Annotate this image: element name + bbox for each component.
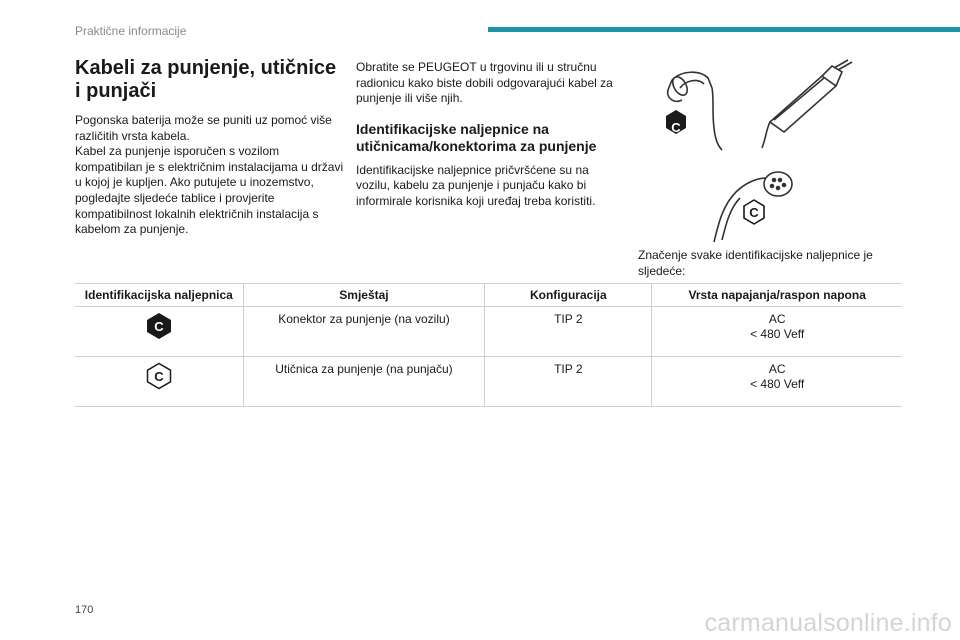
svg-text:C: C xyxy=(154,319,164,334)
paragraph: Kabel za punjenje isporučen s vozilom kompatibilan je s električnim instalacijama u državi u kojoj je kupljen. Ako putujete u inozemstvo, pogledajte sljedeće tablice i provjerite kompatibilnost lokalnih električnih instalacija s kabelom za punjenje. xyxy=(75,144,344,237)
location-cell: Konektor za punjenje (na vozilu) xyxy=(243,307,485,357)
supply-cell xyxy=(652,357,902,407)
table-caption: Značenje svake identifikacijske naljepnice je sljedeće: xyxy=(638,248,873,278)
location-cell: Utičnica za punjenje (na punjaču) xyxy=(243,357,485,407)
page-title: Kabeli za punjenje, utičnice i punjači xyxy=(75,57,337,102)
config-cell: TIP 2 xyxy=(485,307,652,357)
supply-type: AC xyxy=(768,362,786,376)
middle-column xyxy=(356,60,626,210)
supply-cell xyxy=(652,307,902,357)
table-row xyxy=(75,357,902,407)
table-row xyxy=(75,307,902,357)
svg-text:C: C xyxy=(671,120,681,135)
page-number: 170 xyxy=(75,604,94,616)
intro-paragraph: Obratite se PEUGEOT u trgovinu ili u stručnu radionicu kako biste dobili odgovarajući kabel za punjenje ili više njih. xyxy=(356,60,613,106)
voltage-range: < 480 Veff xyxy=(750,327,805,341)
svg-text:C: C xyxy=(749,205,759,220)
watermark: carmanualsonline.info xyxy=(704,609,952,637)
column-header: Identifikacijska naljepnica xyxy=(75,284,243,307)
config-cell: TIP 2 xyxy=(485,357,652,407)
label-cell xyxy=(75,357,243,407)
label-cell xyxy=(75,307,243,357)
voltage-range: < 480 Veff xyxy=(750,377,805,391)
badge-outlined-c-icon xyxy=(146,362,172,390)
badge-filled-c-icon xyxy=(666,110,686,135)
svg-text:C: C xyxy=(154,369,164,384)
identification-table xyxy=(75,283,902,407)
badge-outlined-c-icon xyxy=(744,200,764,224)
supply-type: AC xyxy=(768,312,786,326)
charger-plug-illustration xyxy=(700,166,810,246)
body-paragraph: Identifikacijske naljepnice pričvršćene su na vozilu, kabelu za punjenje i punjaču kako bi informirale korisnika koji uređaj treba koristiti. xyxy=(356,162,596,208)
header-accent-bar xyxy=(488,27,960,32)
charging-cable-illustration xyxy=(652,58,862,153)
badge-filled-c-icon xyxy=(146,312,172,340)
column-header: Konfiguracija xyxy=(485,284,652,307)
section-subtitle: Identifikacijske naljepnice na utičnicama/konektorima za punjenje xyxy=(356,120,597,154)
column-header: Smještaj xyxy=(243,284,485,307)
section-label: Praktične informacije xyxy=(75,24,187,38)
column-header: Vrsta napajanja/raspon napona xyxy=(652,284,902,307)
paragraph: Pogonska baterija može se puniti uz pomoć više različitih vrsta kabela. xyxy=(75,113,332,143)
left-column xyxy=(75,57,345,238)
